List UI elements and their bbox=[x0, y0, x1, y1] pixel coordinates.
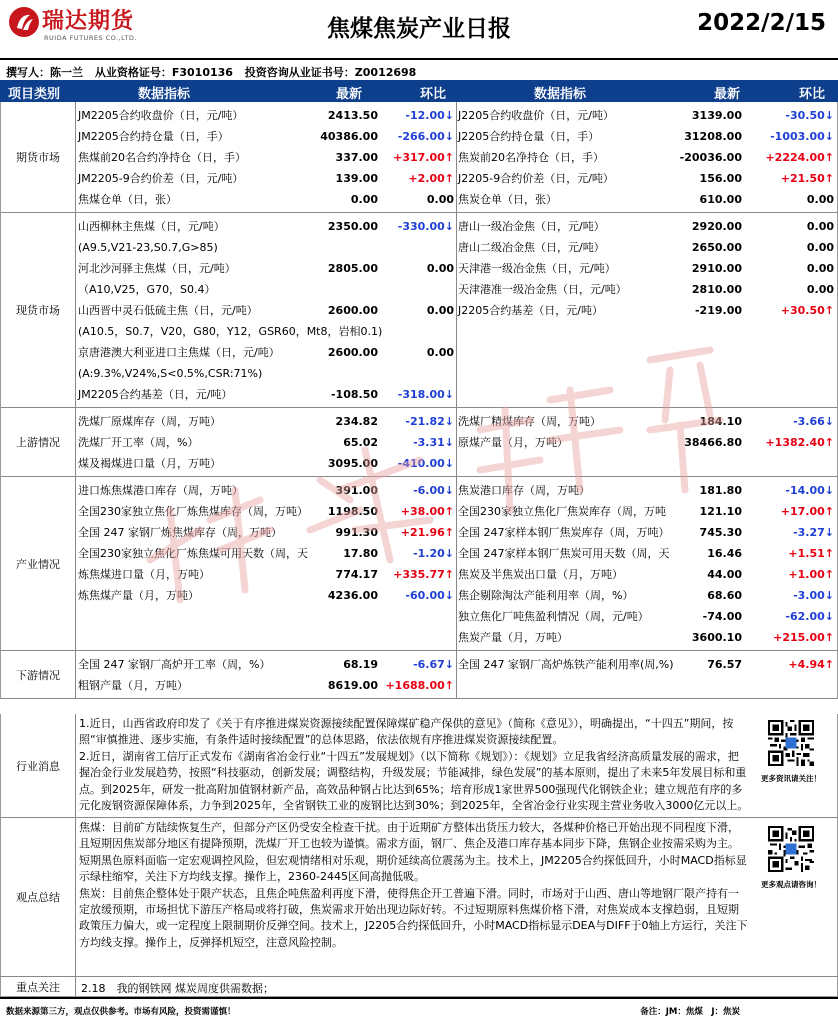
latest-value: 76.57 bbox=[707, 658, 742, 671]
indicator-name: J2205-9合约价差（日，元/吨） bbox=[458, 172, 614, 185]
indicator-name: 焦企剔除淘汰产能利用率（周，%） bbox=[458, 589, 634, 602]
change-value: 0.00 bbox=[806, 262, 834, 275]
table-row bbox=[78, 300, 456, 321]
author-bar bbox=[0, 58, 838, 80]
report-date: 2022/2/15 bbox=[697, 10, 826, 36]
latest-value: 121.10 bbox=[699, 505, 742, 518]
table-row bbox=[78, 321, 456, 342]
focus-text: 2.18 我的钢铁网 煤炭周度供需数据； bbox=[81, 982, 274, 995]
latest-value: 2600.00 bbox=[327, 346, 378, 359]
indicator-name: 天津港准一级冶金焦（日，元/吨） bbox=[458, 283, 627, 296]
focus-section bbox=[0, 977, 838, 997]
latest-value: 991.30 bbox=[335, 526, 378, 539]
table-row bbox=[458, 105, 836, 126]
logo-subtext: RUIDA FUTURES CO.,LTD. bbox=[44, 34, 137, 42]
report-header bbox=[0, 0, 838, 58]
column-divider bbox=[456, 213, 457, 407]
futures-section bbox=[1, 102, 837, 213]
table-row bbox=[78, 564, 456, 585]
change-value: +1.00↑ bbox=[788, 568, 834, 581]
table-row bbox=[78, 501, 456, 522]
table-row bbox=[458, 432, 836, 453]
change-value: -3.66↓ bbox=[793, 415, 834, 428]
change-value: +1382.40↑ bbox=[765, 436, 834, 449]
change-value: 0.00 bbox=[426, 262, 454, 275]
indicator-name: 山西柳林主焦煤（日，元/吨） bbox=[78, 220, 225, 233]
latest-value: 2350.00 bbox=[327, 220, 378, 233]
change-value: +2.00↑ bbox=[408, 172, 454, 185]
change-value: +4.94↑ bbox=[788, 658, 834, 671]
table-row bbox=[78, 342, 456, 363]
latest-value: -74.00 bbox=[702, 610, 742, 623]
indicator-name: JM2205-9合约价差（日，元/吨） bbox=[78, 172, 244, 185]
indicator-name: J2205合约基差（日，元/吨） bbox=[458, 304, 603, 317]
table-row bbox=[458, 627, 836, 648]
change-value: +1.51↑ bbox=[788, 547, 834, 560]
latest-value: 16.46 bbox=[707, 547, 742, 560]
latest-value: 3095.00 bbox=[327, 457, 378, 470]
indicator-name: 全国230家独立焦化厂炼焦煤库存（周，万吨） bbox=[78, 505, 308, 518]
change-value: -12.00↓ bbox=[405, 109, 454, 122]
indicator-name: 河北沙河驿主焦煤（日，元/吨） bbox=[78, 262, 236, 275]
table-row bbox=[78, 279, 456, 300]
latest-value: -20036.00 bbox=[679, 151, 742, 164]
change-value: +335.77↑ bbox=[393, 568, 454, 581]
latest-value: -219.00 bbox=[694, 304, 742, 317]
indicator-name: 唐山一级冶金焦（日，元/吨） bbox=[458, 220, 605, 233]
latest-value: 2650.00 bbox=[691, 241, 742, 254]
latest-value: 8619.00 bbox=[327, 679, 378, 692]
table-row bbox=[78, 258, 456, 279]
indicator-name: 全国 247 家钢厂炼焦煤库存（周，万吨） bbox=[78, 526, 282, 539]
table-row bbox=[458, 168, 836, 189]
upstream-label: 上游情况 bbox=[1, 408, 76, 476]
indicator-name: 进口炼焦煤港口库存（周，万吨） bbox=[78, 484, 243, 497]
indicator-name: 京唐港澳大利亚进口主焦煤（日，元/吨） bbox=[78, 346, 280, 359]
latest-value: 610.00 bbox=[699, 193, 742, 206]
indicator-name: J2205合约收盘价（日，元/吨） bbox=[458, 109, 614, 122]
latest-value: 139.00 bbox=[335, 172, 378, 185]
indicator-name: 焦炭产量（月，万吨） bbox=[458, 631, 568, 644]
latest-value: 0.00 bbox=[350, 193, 378, 206]
column-divider bbox=[456, 102, 457, 212]
change-value: -6.67↓ bbox=[413, 658, 454, 671]
latest-value: 745.30 bbox=[699, 526, 742, 539]
table-row bbox=[78, 384, 456, 405]
industry-section bbox=[1, 477, 837, 651]
table-row bbox=[458, 189, 836, 210]
latest-value: 31208.00 bbox=[684, 130, 742, 143]
footer bbox=[0, 997, 838, 1024]
indicator-name: 洗煤厂开工率（周，%） bbox=[78, 436, 199, 449]
change-value: -30.50↓ bbox=[785, 109, 834, 122]
upstream-section bbox=[1, 408, 837, 477]
table-row bbox=[78, 105, 456, 126]
table-row bbox=[78, 654, 456, 675]
indicator-name: 煤及褐煤进口量（月，万吨） bbox=[78, 457, 221, 470]
change-value: -266.00↓ bbox=[397, 130, 454, 143]
latest-value: 68.60 bbox=[707, 589, 742, 602]
indicator-name: (A10.5，S0.7，V20，G80，Y12，GSR60，Mt8，岩相0.1) bbox=[78, 325, 383, 338]
table-row bbox=[78, 126, 456, 147]
views-label: 观点总结 bbox=[1, 818, 76, 976]
col-indicator-right: 数据指标 bbox=[534, 87, 587, 102]
news-qr-caption: 更多资讯请关注！ bbox=[761, 774, 821, 783]
latest-value: 38466.80 bbox=[684, 436, 742, 449]
table-row bbox=[458, 480, 836, 501]
indicator-name: 独立焦化厂吨焦盈利情况（周，元/吨） bbox=[458, 610, 649, 623]
col-change-left: 环比 bbox=[420, 87, 447, 102]
table-row bbox=[78, 585, 456, 606]
consulting-number: 投资咨询从业证书号：Z0012698 bbox=[244, 66, 417, 79]
latest-value: 4236.00 bbox=[327, 589, 378, 602]
change-value: +317.00↑ bbox=[393, 151, 454, 164]
table-row bbox=[458, 237, 836, 258]
latest-value: 2413.50 bbox=[327, 109, 378, 122]
data-grid bbox=[0, 102, 838, 699]
indicator-name: JM2205合约持仓量（日，手） bbox=[78, 130, 229, 143]
change-value: -1003.00↓ bbox=[770, 130, 834, 143]
qr-code-icon bbox=[768, 720, 814, 766]
table-row bbox=[458, 543, 836, 564]
footer-note: 备注：JM：焦煤 J：焦炭 bbox=[640, 1007, 740, 1017]
table-row bbox=[78, 522, 456, 543]
change-value: -3.00↓ bbox=[793, 589, 834, 602]
change-value: -330.00↓ bbox=[397, 220, 454, 233]
table-row bbox=[458, 585, 836, 606]
indicator-name: 焦煤前20名合约净持仓（日，手） bbox=[78, 151, 246, 164]
latest-value: 17.80 bbox=[343, 547, 378, 560]
col-latest-left: 最新 bbox=[336, 87, 363, 102]
table-row bbox=[78, 675, 456, 696]
latest-value: 2910.00 bbox=[691, 262, 742, 275]
table-row bbox=[78, 216, 456, 237]
indicator-name: (A9.5,V21-23,S0.7,G>85) bbox=[78, 241, 218, 254]
table-row bbox=[78, 189, 456, 210]
column-divider bbox=[456, 651, 457, 698]
change-value: -62.00↓ bbox=[785, 610, 834, 623]
table-row bbox=[78, 453, 456, 474]
table-row bbox=[78, 411, 456, 432]
table-row bbox=[458, 279, 836, 300]
latest-value: 2805.00 bbox=[327, 262, 378, 275]
indicator-name: J2205合约持仓量（日，手） bbox=[458, 130, 600, 143]
change-value: +21.50↑ bbox=[780, 172, 834, 185]
views-qr bbox=[753, 826, 829, 890]
page-title: 焦煤焦炭产业日报 bbox=[327, 16, 511, 42]
news-label: 行业消息 bbox=[1, 714, 76, 817]
indicator-name: 炼焦煤产量（月，万吨） bbox=[78, 589, 199, 602]
table-row bbox=[458, 522, 836, 543]
news-text: 1.近日，山西省政府印发了《关于有序推进煤炭资源接续配置保障煤矿稳产保供的意见》（简称《意见》），明确提出，“十四五”期间，按照“审慎推进、逐步实施，有条件适时接续配置”的总体思路，依法依规有序推进煤炭资源接续配置。 2.近日，湖南省工信厅正式发布《湖南省冶金行业“十四五”发展规划》（以下简称《规划》）：《规划》立足我省经济高质量发展的需求，把握冶金行业发展趋势，按照“科技驱动，创新发展；调整结构，升级发展；节能减排，绿色发展”的基本原则，提出了未来5年发展目标和重点。到2025年，研发一批高附加值钢材新产品，高效品种钢占比达到65%；培育形成1家世界500强现代化钢铁企业；建立规范有序的多元化废钢资源保障体系，力争到2025年，全省钢铁工业的废钢比达到30%；到2025年，全省冶金行业实现主营业务收入3000亿元以上。 bbox=[79, 717, 749, 813]
latest-value: 337.00 bbox=[335, 151, 378, 164]
latest-value: 40386.00 bbox=[320, 130, 378, 143]
latest-value: 3600.10 bbox=[691, 631, 742, 644]
spot-label: 现货市场 bbox=[1, 213, 76, 407]
latest-value: 181.80 bbox=[699, 484, 742, 497]
latest-value: 65.02 bbox=[343, 436, 378, 449]
indicator-name: 全国 247家样本钢厂焦炭库存（周，万吨） bbox=[458, 526, 670, 539]
latest-value: 184.10 bbox=[699, 415, 742, 428]
table-row bbox=[78, 432, 456, 453]
change-value: +21.96↑ bbox=[400, 526, 454, 539]
table-row bbox=[458, 501, 836, 522]
column-divider bbox=[456, 408, 457, 476]
table-row bbox=[78, 480, 456, 501]
latest-value: 44.00 bbox=[707, 568, 742, 581]
indicator-name: 焦炭港口库存（周，万吨） bbox=[458, 484, 590, 497]
latest-value: 2810.00 bbox=[691, 283, 742, 296]
table-row bbox=[78, 237, 456, 258]
indicator-name: 粗钢产量（月，万吨） bbox=[78, 679, 188, 692]
indicator-name: 全国 247 家钢厂高炉炼铁产能利用率(周,%) bbox=[458, 658, 674, 671]
focus-label: 重点关注 bbox=[1, 977, 76, 996]
change-value: -3.31↓ bbox=[413, 436, 454, 449]
latest-value: 1198.50 bbox=[327, 505, 378, 518]
indicator-name: 原煤产量（月，万吨） bbox=[458, 436, 568, 449]
indicator-name: JM2205合约收盘价（日，元/吨） bbox=[78, 109, 244, 122]
indicator-name: (A:9.3%,V24%,S<0.5%,CSR:71%) bbox=[78, 367, 263, 380]
indicator-name: 唐山二级冶金焦（日，元/吨） bbox=[458, 241, 605, 254]
change-value: 0.00 bbox=[426, 193, 454, 206]
change-value: 0.00 bbox=[426, 304, 454, 317]
downstream-section bbox=[1, 651, 837, 699]
change-value: 0.00 bbox=[806, 241, 834, 254]
change-value: -21.82↓ bbox=[405, 415, 454, 428]
change-value: 0.00 bbox=[806, 193, 834, 206]
futures-label: 期货市场 bbox=[1, 102, 76, 212]
change-value: -318.00↓ bbox=[397, 388, 454, 401]
latest-value: 156.00 bbox=[699, 172, 742, 185]
column-divider bbox=[456, 477, 457, 650]
table-row bbox=[458, 147, 836, 168]
indicator-name: 焦炭前20名净持仓（日，手） bbox=[458, 151, 604, 164]
indicator-name: 焦煤仓单（日，张） bbox=[78, 193, 177, 206]
table-row bbox=[458, 258, 836, 279]
news-qr bbox=[753, 720, 829, 784]
change-value: -60.00↓ bbox=[405, 589, 454, 602]
table-row bbox=[458, 564, 836, 585]
change-value: +1688.00↑ bbox=[385, 679, 454, 692]
change-value: +2224.00↑ bbox=[765, 151, 834, 164]
views-qr-caption: 更多观点请咨询！ bbox=[761, 880, 821, 889]
latest-value: 3139.00 bbox=[691, 109, 742, 122]
logo-text: 瑞达期货 bbox=[42, 9, 135, 34]
indicator-name: 洗煤厂精煤库存（周，万吨） bbox=[458, 415, 601, 428]
table-row bbox=[78, 363, 456, 384]
change-value: +215.00↑ bbox=[773, 631, 834, 644]
indicator-name: （A10,V25，G70，S0.4） bbox=[78, 283, 216, 296]
table-row bbox=[458, 300, 836, 321]
indicator-name: 全国230家独立焦化厂焦炭库存（周，万吨 bbox=[458, 505, 666, 518]
table-row bbox=[458, 126, 836, 147]
table-row bbox=[78, 168, 456, 189]
change-value: 0.00 bbox=[426, 346, 454, 359]
col-change-right: 环比 bbox=[799, 87, 826, 102]
latest-value: 391.00 bbox=[335, 484, 378, 497]
qualification-number: 从业资格证号：F3010136 bbox=[94, 66, 233, 79]
table-row bbox=[458, 411, 836, 432]
indicator-name: 全国 247家样本钢厂焦炭可用天数（周，天 bbox=[458, 547, 670, 560]
table-row bbox=[78, 543, 456, 564]
latest-value: 234.82 bbox=[335, 415, 378, 428]
author-name: 撰写人：陈一兰 bbox=[6, 66, 83, 79]
views-section bbox=[0, 818, 838, 977]
indicator-name: 焦炭及半焦炭出口量（月，万吨） bbox=[458, 568, 623, 581]
indicator-name: 全国 247 家钢厂高炉开工率（周，%） bbox=[78, 658, 271, 671]
change-value: +38.00↑ bbox=[400, 505, 454, 518]
industry-label: 产业情况 bbox=[1, 477, 76, 650]
change-value: 0.00 bbox=[806, 283, 834, 296]
latest-value: 68.19 bbox=[343, 658, 378, 671]
qr-code-icon bbox=[768, 826, 814, 872]
indicator-name: 炼焦煤进口量（月，万吨） bbox=[78, 568, 210, 581]
footer-disclaimer: 数据来源第三方，观点仅供参考。市场有风险，投资需谨慎！ bbox=[6, 1007, 236, 1017]
downstream-label: 下游情况 bbox=[1, 651, 76, 698]
table-header bbox=[0, 80, 838, 102]
col-category: 项目类别 bbox=[8, 87, 61, 102]
table-row bbox=[458, 654, 836, 675]
change-value: -14.00↓ bbox=[785, 484, 834, 497]
news-section bbox=[0, 714, 838, 818]
latest-value: -108.50 bbox=[330, 388, 378, 401]
table-row bbox=[458, 606, 836, 627]
change-value: -3.27↓ bbox=[793, 526, 834, 539]
spot-section bbox=[1, 213, 837, 408]
indicator-name: 天津港一级冶金焦（日，元/吨） bbox=[458, 262, 616, 275]
table-row bbox=[78, 147, 456, 168]
latest-value: 774.17 bbox=[335, 568, 378, 581]
change-value: +17.00↑ bbox=[780, 505, 834, 518]
indicator-name: 焦炭仓单（日，张） bbox=[458, 193, 557, 206]
latest-value: 2600.00 bbox=[327, 304, 378, 317]
col-indicator-left: 数据指标 bbox=[138, 87, 191, 102]
indicator-name: 山西晋中灵石低硫主焦（日，元/吨） bbox=[78, 304, 258, 317]
views-text: 焦煤：目前矿方陆续恢复生产，但部分产区仍受安全检查干扰。由于近期矿方整体出货压力较大，各煤种价格已开始出现不同程度下滑，且短期因焦炭部分地区有提降预期，洗煤厂开工也较为谨慎。需求方面，钢厂、焦企及港口库存基本同步下降，焦钢企业按需采购为主。短期黑色原料面临一定宏观调控风险，但宏观情绪相对乐观，期价延续高位震荡为主。技术上，JM2205合约探低回升，小时MACD指标显示绿柱缩窄，关注下方均线支撑。操作上，2360-2445区间高抛低吸。 焦炭：目前焦企整体处于限产状态，且焦企吨焦盈利再度下滑，使得焦企开工普遍下滑。同时，市场对于山西、唐山等地钢厂限产持有一定放缓预期，市场担忧下游压产格局或将打破，焦炭需求开始出现边际好转。不过短期原料焦煤价格下滑，对焦炭成本支撑趋弱，且短期政策压力偏大，或一定程度上限制期价反弹空间。技术上，J2205合约探低回升，小时MACD指标显示DEA与DIFF于0轴上方运行，关注下方均线支撑。操作上，反弹择机短空，注意风险控制。 bbox=[79, 821, 748, 949]
change-value: 0.00 bbox=[806, 220, 834, 233]
indicator-name: 洗煤厂原煤库存（周，万吨） bbox=[78, 415, 221, 428]
indicator-name: JM2205合约基差（日，元/吨） bbox=[78, 388, 233, 401]
col-latest-right: 最新 bbox=[714, 87, 741, 102]
table-row bbox=[458, 216, 836, 237]
change-value: -410.00↓ bbox=[397, 457, 454, 470]
change-value: -6.00↓ bbox=[413, 484, 454, 497]
change-value: -1.20↓ bbox=[413, 547, 454, 560]
latest-value: 2920.00 bbox=[691, 220, 742, 233]
change-value: +30.50↑ bbox=[780, 304, 834, 317]
indicator-name: 全国230家独立焦化厂炼焦煤可用天数（周，天 bbox=[78, 547, 308, 560]
